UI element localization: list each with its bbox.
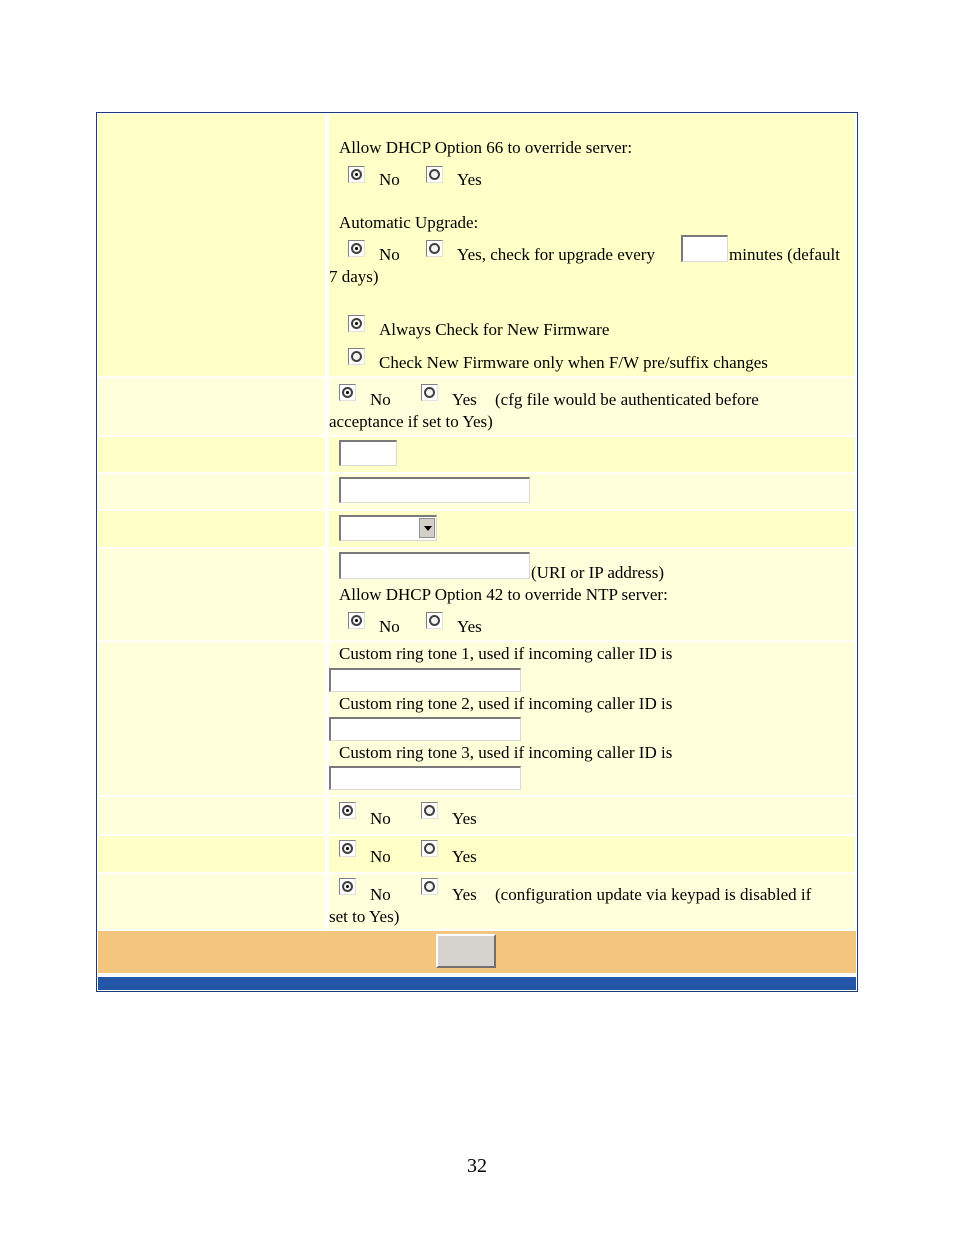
auto-upgrade-yes-label: Yes, check for upgrade every	[457, 245, 655, 264]
footer-bar	[98, 977, 856, 990]
value-cell	[329, 642, 855, 795]
value-cell	[329, 114, 855, 376]
ring-tone-3-label: Custom ring tone 3, used if incoming caller ID is	[339, 743, 673, 762]
settings-form-table	[96, 112, 858, 992]
short-field-row	[97, 437, 857, 472]
value-cell	[329, 874, 855, 929]
ring-tones-row	[97, 642, 857, 795]
toggle-a-yes-label: Yes	[452, 809, 477, 828]
toggle-b-row	[97, 836, 857, 872]
submit-button[interactable]	[436, 934, 496, 968]
dhcp66-yes-radio[interactable]	[426, 166, 443, 183]
label-cell	[98, 114, 325, 376]
auto-upgrade-label: Automatic Upgrade:	[339, 213, 479, 232]
always-check-radio[interactable]	[348, 315, 365, 332]
upgrade-default-note: 7 days)	[329, 267, 379, 286]
label-cell	[98, 642, 325, 795]
keypad-lock-no-radio[interactable]	[339, 878, 356, 895]
dhcp66-no-radio[interactable]	[348, 166, 365, 183]
toggle-b-yes-label: Yes	[452, 847, 477, 866]
toggle-a-row	[97, 797, 857, 834]
value-cell	[329, 549, 855, 640]
upgrade-minutes-input[interactable]	[681, 235, 728, 262]
ring-tone-1-input[interactable]	[329, 668, 521, 692]
keypad-lock-no-label: No	[370, 885, 391, 904]
auto-upgrade-yes-radio[interactable]	[426, 240, 443, 257]
dhcp42-yes-radio[interactable]	[426, 612, 443, 629]
medium-field-row	[97, 474, 857, 509]
submit-row	[98, 931, 856, 973]
check-on-change-label: Check New Firmware only when F/W pre/suffix changes	[379, 353, 768, 372]
medium-text-input[interactable]	[339, 477, 530, 503]
ring-tone-3-input[interactable]	[329, 766, 521, 790]
upgrade-settings-row	[97, 114, 857, 376]
keypad-lock-note-cont: set to Yes)	[329, 907, 400, 926]
keypad-lock-row	[97, 874, 857, 929]
option-select[interactable]	[339, 515, 437, 541]
ntp-hint: (URI or IP address)	[531, 563, 664, 582]
dhcp42-label: Allow DHCP Option 42 to override NTP server:	[339, 585, 668, 604]
label-cell	[98, 549, 325, 640]
ring-tone-2-label: Custom ring tone 2, used if incoming caller ID is	[339, 694, 673, 713]
ntp-row	[97, 549, 857, 640]
label-cell	[98, 797, 325, 834]
label-cell	[98, 874, 325, 929]
label-cell	[98, 437, 325, 472]
auto-upgrade-no-radio[interactable]	[348, 240, 365, 257]
value-cell	[329, 836, 855, 872]
ntp-server-input[interactable]	[339, 552, 530, 579]
cfg-auth-yes-radio[interactable]	[421, 384, 438, 401]
cfg-auth-no-radio[interactable]	[339, 384, 356, 401]
cfg-auth-row	[97, 378, 857, 435]
select-field-row	[97, 511, 857, 547]
value-cell	[329, 474, 855, 509]
always-check-label: Always Check for New Firmware	[379, 320, 610, 339]
check-on-change-radio[interactable]	[348, 348, 365, 365]
toggle-a-yes-radio[interactable]	[421, 802, 438, 819]
toggle-b-no-label: No	[370, 847, 391, 866]
cfg-auth-no-label: No	[370, 390, 391, 409]
keypad-lock-yes-radio[interactable]	[421, 878, 438, 895]
cfg-auth-note-cont: acceptance if set to Yes)	[329, 412, 493, 431]
toggle-a-no-label: No	[370, 809, 391, 828]
dhcp42-no-label: No	[379, 617, 400, 636]
dhcp66-yes-label: Yes	[457, 170, 482, 189]
value-cell	[329, 511, 855, 547]
ring-tone-1-label: Custom ring tone 1, used if incoming caller ID is	[339, 644, 673, 663]
dhcp42-no-radio[interactable]	[348, 612, 365, 629]
ring-tone-2-input[interactable]	[329, 717, 521, 741]
label-cell	[98, 378, 325, 435]
upgrade-minutes-suffix: minutes (default	[729, 245, 840, 264]
label-cell	[98, 511, 325, 547]
toggle-b-no-radio[interactable]	[339, 840, 356, 857]
value-cell	[329, 378, 855, 435]
value-cell	[329, 437, 855, 472]
toggle-a-no-radio[interactable]	[339, 802, 356, 819]
cfg-auth-note: (cfg file would be authenticated before	[495, 390, 759, 409]
cfg-auth-yes-label: Yes	[452, 390, 477, 409]
label-cell	[98, 836, 325, 872]
short-text-input[interactable]	[339, 440, 397, 466]
value-cell	[329, 797, 855, 834]
chevron-down-icon[interactable]	[419, 518, 435, 538]
page-number: 32	[467, 1155, 487, 1177]
dhcp66-label: Allow DHCP Option 66 to override server:	[339, 138, 633, 157]
label-cell	[98, 474, 325, 509]
dhcp42-yes-label: Yes	[457, 617, 482, 636]
toggle-b-yes-radio[interactable]	[421, 840, 438, 857]
keypad-lock-note: (configuration update via keypad is disabled if	[495, 885, 812, 904]
keypad-lock-yes-label: Yes	[452, 885, 477, 904]
auto-upgrade-no-label: No	[379, 245, 400, 264]
dhcp66-no-label: No	[379, 170, 400, 189]
